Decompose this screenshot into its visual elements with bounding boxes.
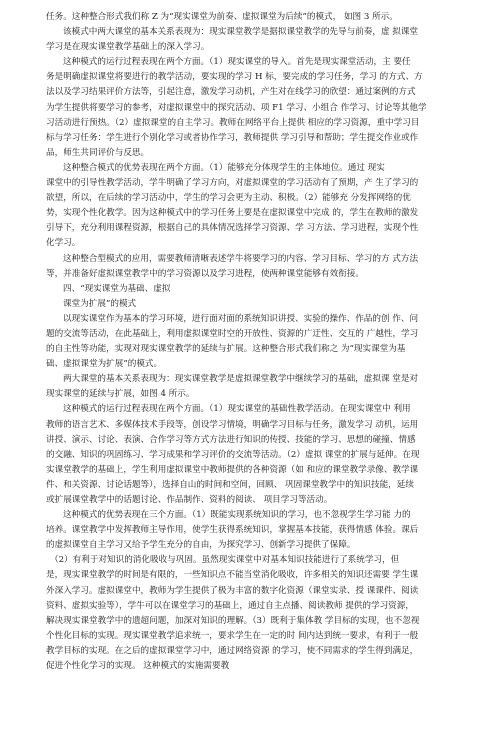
- text-line: 实课堂教学的基础上，学生利用虚拟课堂中教师提供的各种资源（如 和应的课堂教学录像、教学课: [46, 464, 419, 475]
- text-line: 学习是在现实课堂教学基础上的深入学习。: [46, 42, 210, 53]
- text-line: 资料、虚拟实验等），学牛可以在课堂学习的基础上，通过自主点播、阅读教师 提供的学习资源，: [46, 600, 414, 611]
- text-line: 讲授、演示、讨论、表演、合作学习等方式方法进行知识的传授、技能的学习、思想的碰撞、情感: [46, 434, 416, 445]
- text-line: 等，并准备好虚拟课堂教学中的学习资源以及学习进程，使两种课堂能够有效衔接。: [46, 268, 364, 279]
- document-body: [46, 10, 466, 674]
- text-line: 的交融、知识的巩固练习、学习成果和学习评价的交流等活动。（2）虚拟 课堂的扩展与延伸。在现: [46, 449, 420, 460]
- text-line: 促进个性化学习的实现。 这种模式的实施需要教: [46, 661, 230, 672]
- text-line: 的自主性等功能，实现对现实课堂教学的延续与扩展。这种整合形式我们称之 为“现实课堂为基: [46, 344, 406, 355]
- text-line: 教学目标的实现。在之后的虚拟课堂学习中，通过网络资源 的学习，使不同需求的学生得到满足，: [46, 645, 419, 656]
- text-line: 是，现实课堂教学的时间是有限的，一些知识点不能当堂消化吸收，许多相关的知识还需要 学生课: [46, 570, 419, 581]
- text-line: 课堂为扩展”的模式: [63, 298, 137, 309]
- text-line: 标与学习任务：学生进行个别化学习或者协作学习，教师提供 学习引导和帮助；学生提交作业或作: [46, 132, 419, 143]
- text-line: 现实课堂的延续与扩展，如图 4 所示。: [46, 389, 195, 400]
- text-line: 任务。这种整合形式我们称 Z 为“现实课堂为前奏、虚拟课堂为后续”的模式， 如图 3 所示。: [46, 12, 398, 22]
- text-line: 化学习。: [46, 238, 81, 249]
- text-line: 以现实课堂作为基本的学习环境，进行面对面的系统知识讲授、实验的操作、作品的创 作、问: [63, 313, 419, 324]
- text-line: 这种模式的运行过程表现在两个方面。（1）现实课堂的基础性教学活动。在现实课堂中 利用: [63, 404, 411, 415]
- text-line: 解决现实课堂教学中的遗超问题，加深对知识的理解。（3）既利于集体教 学目标的实现，也不忽视: [46, 615, 420, 626]
- text-line: 件、和关资源、讨论话题等），选择自山的时间和空间，回顾、 巩固课堂教学中的知识技能，延续: [46, 479, 414, 490]
- text-line: 法以及学习结果评价方法等，引起注意，激发学习动机，产生对在线学习的欣望：通过案例的方式: [46, 87, 416, 98]
- text-line: 外深入学习。虚拟课堂中，教师为学生提供了极为丰富的数字化资源（课堂实录、授 课课件、阅读: [46, 585, 419, 596]
- text-line: 势，实现个性化教学。因为这种模式中的学习任务上要是在虚拟课堂中完成 的，学生在教师的激发: [46, 208, 419, 219]
- text-line: 欲望，所以，在后续的学习活动中，学生的学习会更为主动、积极。（2）能够充 分发挥网络的优: [46, 193, 411, 204]
- text-line: 务是明确虚拟课堂将要进行的教学活动，要实现的学习 H 标，要完成的学习任务，学习 的方式、方: [46, 72, 423, 83]
- text-line: 品，师生共同评价与反思。: [46, 147, 150, 158]
- text-line: 的虚拟课堂自主学习又给予学生充分的自由，为探究学习、创新学习提供了保障。: [46, 540, 356, 551]
- text-line: 该模式中两大课堂的基本关系表现为：现实课堂教学是据拟课堂教学的先导与前奏，虚 拟课堂: [63, 27, 419, 38]
- text-line: 这种整合型模式的应用，需要教师清晰表述学牛将要学习的内容、学习目标、学习的方 式方法: [63, 253, 419, 264]
- text-line: 个性化目标的实现。现实课堂教学追求统一，要求学生在一定的时 间内达到统一要求，有利于一般: [46, 630, 419, 641]
- text-line: 引导下，充分利用课程资源，根据自己的具体情况选择学习资源、学 习方法、学习进程，实现个性: [46, 223, 419, 234]
- text-line: 这种模式的优势表现在三个方面。（1）既能实现系统知识的学习，也不忽视学生学习能 力的: [63, 510, 411, 521]
- text-line: （2）有利于对知识的消化吸收与巩固。虽然现实课堂中对基本知识技能进行了系统学习，但: [50, 555, 400, 566]
- text-line: 习活动进行预热。（2）虚拟课堂的自主学习。教师在网络平台上提供 相应的学习资源，重中学习目: [46, 117, 420, 128]
- text-line: 教师的语言艺术、多媒体技术手段等，创设学习情境，明确学习目标与任务，激发学习 动机，运用: [46, 419, 419, 430]
- text-line: 培养。课堂教学中发挥教师主导作用，使学生获得系统知识，掌握基本技能，获得情感 体验。课后: [46, 525, 419, 536]
- text-line: 或扩展课堂教学中的话题讨论、作品制作、资料的阅读、 项目学习等活动。: [46, 495, 333, 505]
- text-line: 为学生提供将要学习的参考，对虚拟课堂中的探究活动、项 F1 学习、小组合 作学习、讨论等其他学: [46, 102, 427, 113]
- text-line: 课堂中的引导性教学活动，学牛明确了学习方向，对虚拟课堂的学习活动有了预期，产 生了学习的: [46, 178, 419, 189]
- text-line: 础、虚拟课堂为扩展”的模式。: [46, 359, 163, 370]
- text-line: 两大课堂的基本关系表现为：现实课堂教学是虚拟课堂教学中继续学习的基础，虚拟课 堂是对: [63, 374, 419, 385]
- text-line: 题的交流等活动，在此基础上，利用虚拟课堂时空的开放性、资源的广迂性、交互的 广越性，学习: [46, 328, 419, 339]
- text-line: 四、“现实课堂为基础、虚拟: [63, 283, 171, 294]
- text-line: 这种模式的运行过程表现在两个方面。（1）现实课堂的导入。首先是现实课堂活动，主 要任: [63, 57, 411, 68]
- text-line: 这种整合模式的优势表现在两个方面。（1）能够充分体现学生的主体地位。通过 现实: [63, 162, 385, 173]
